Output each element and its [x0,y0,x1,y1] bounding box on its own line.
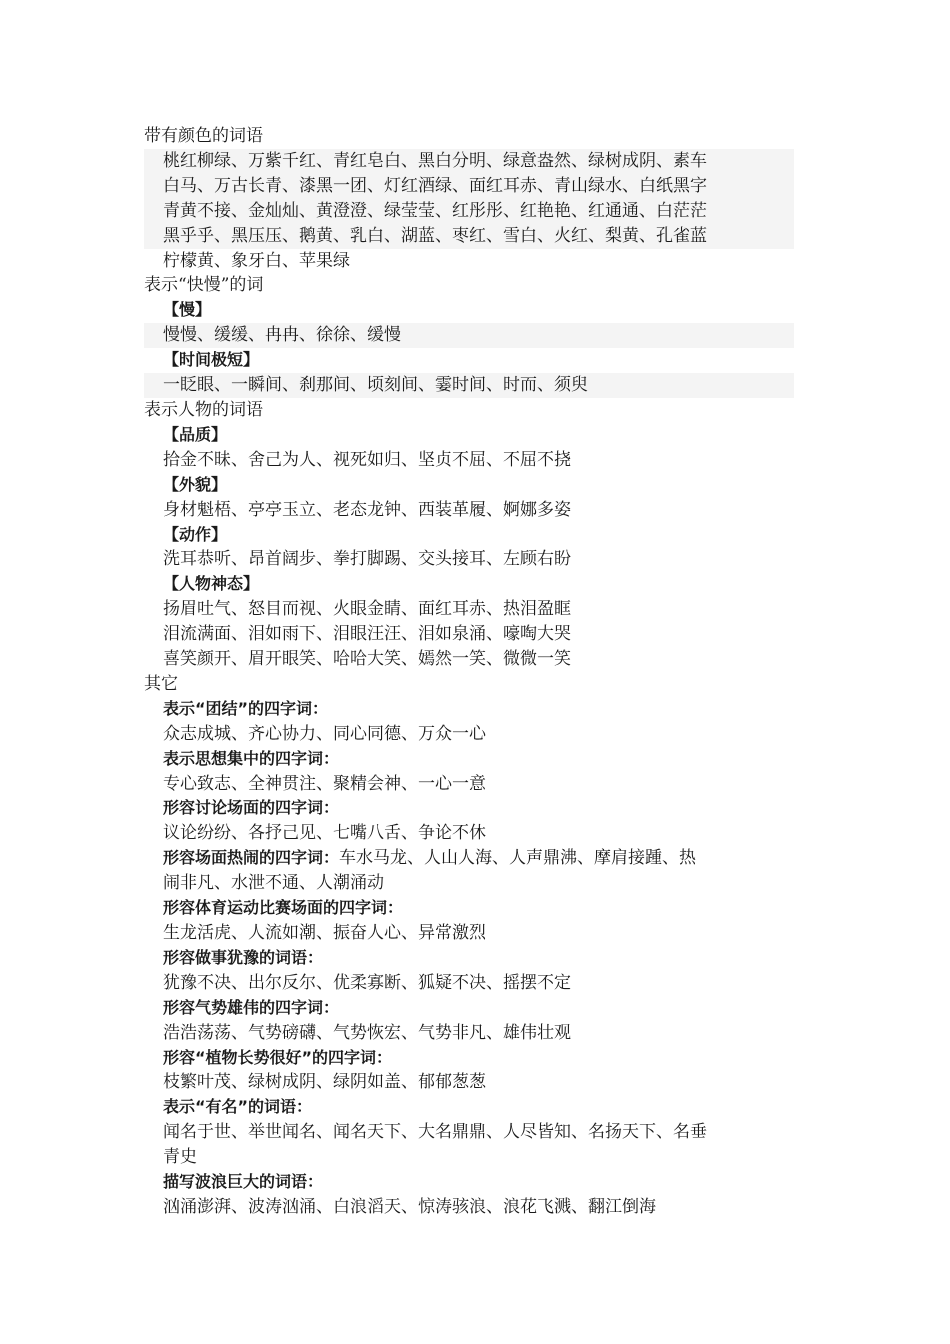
subheading: 描写波浪巨大的词语： [163,1172,324,1192]
text-line: 专心致志、全神贯注、聚精会神、一心一意 [163,773,486,794]
text-line: 白马、万古长青、漆黑一团、灯红酒绿、面红耳赤、青山绿水、白纸黑字 [144,174,794,199]
text-line: 桃红柳绿、万紫千红、青红皂白、黑白分明、绿意盎然、绿树成阴、素车 [144,149,794,174]
text-line [144,846,794,871]
text-line: 慢慢、缓缓、冉冉、徐徐、缓慢 [144,323,794,348]
text-line: 泪流满面、泪如雨下、泪眼汪汪、泪如泉涌、嚎啕大哭 [163,624,571,645]
text-line: 闹非凡、水泄不通、人潮涌动 [163,873,384,894]
text-line: 枝繁叶茂、绿树成阴、绿阴如盖、郁郁葱葱 [163,1072,486,1093]
subheading: 形容体育运动比赛场面的四字词： [163,898,404,918]
subheading: 表示“团结”的四字词： [163,698,329,718]
text-line: 洗耳恭听、昂首阔步、拳打脚踢、交头接耳、左顾右盼 [163,549,571,570]
text-line: 青黄不接、金灿灿、黄澄澄、绿莹莹、红彤彤、红艳艳、红通通、白茫茫 [144,199,794,224]
subheading: 形容“植物长势很好”的四字词： [163,1047,393,1067]
text-line: 身材魁梧、亭亭玉立、老态龙钟、西装革履、婀娜多姿 [163,499,571,520]
section-title-people: 表示人物的词语 [144,399,263,420]
text-line: 犹豫不决、出尔反尔、优柔寡断、狐疑不决、摇摆不定 [163,972,571,993]
document-body [144,124,794,1220]
subheading: 形容气势雄伟的四字词： [163,997,340,1017]
subheading: 表示思想集中的四字词： [163,748,340,768]
text-line: 众志成城、齐心协力、同心同德、万众一心 [163,723,486,744]
section-title-colors: 带有颜色的词语 [144,126,263,146]
section-title-other: 其它 [144,673,178,694]
inline-text: 车水马龙、人山人海、人声鼎沸、摩肩接踵、热 [339,848,697,869]
subheading: 【时间极短】 [163,350,260,370]
text-line: 黑乎乎、黑压压、鹅黄、乳白、湖蓝、枣红、雪白、火红、梨黄、孔雀蓝 [144,224,794,249]
subheading: 表示“有名”的词语： [163,1097,313,1117]
subheading: 形容做事犹豫的词语： [163,947,324,967]
text-line: 生龙活虎、人流如潮、振奋人心、异常激烈 [163,923,486,943]
text-line: 青史 [163,1147,197,1168]
text-line: 浩浩荡荡、气势磅礴、气势恢宏、气势非凡、雄伟壮观 [163,1022,571,1043]
section-title-speed: 表示“快慢”的词 [144,275,264,296]
subheading: 【品质】 [163,424,228,444]
subheading: 【外貌】 [163,474,228,494]
subheading: 形容讨论场面的四字词： [163,798,340,818]
inline-heading: 形容场面热闹的四字词： [163,848,340,868]
text-line: 闻名于世、举世闻名、闻名天下、大名鼎鼎、人尽皆知、名扬天下、名垂 [163,1122,707,1143]
text-line: 一眨眼、一瞬间、刹那间、顷刻间、霎时间、时而、须臾 [144,373,794,398]
text-line: 议论纷纷、各抒己见、七嘴八舌、争论不休 [163,823,486,844]
text-line: 扬眉吐气、怒目而视、火眼金睛、面红耳赤、热泪盈眶 [163,599,571,620]
text-line: 拾金不昧、舍己为人、视死如归、坚贞不屈、不屈不挠 [163,449,571,470]
text-line: 喜笑颜开、眉开眼笑、哈哈大笑、嫣然一笑、微微一笑 [163,649,571,670]
text-line: 汹涌澎湃、波涛汹涌、白浪滔天、惊涛骇浪、浪花飞溅、翻江倒海 [163,1196,656,1217]
subheading: 【人物神态】 [163,574,260,594]
text-line: 柠檬黄、象牙白、苹果绿 [163,250,350,271]
subheading: 【动作】 [163,524,228,544]
subheading: 【慢】 [163,300,212,320]
